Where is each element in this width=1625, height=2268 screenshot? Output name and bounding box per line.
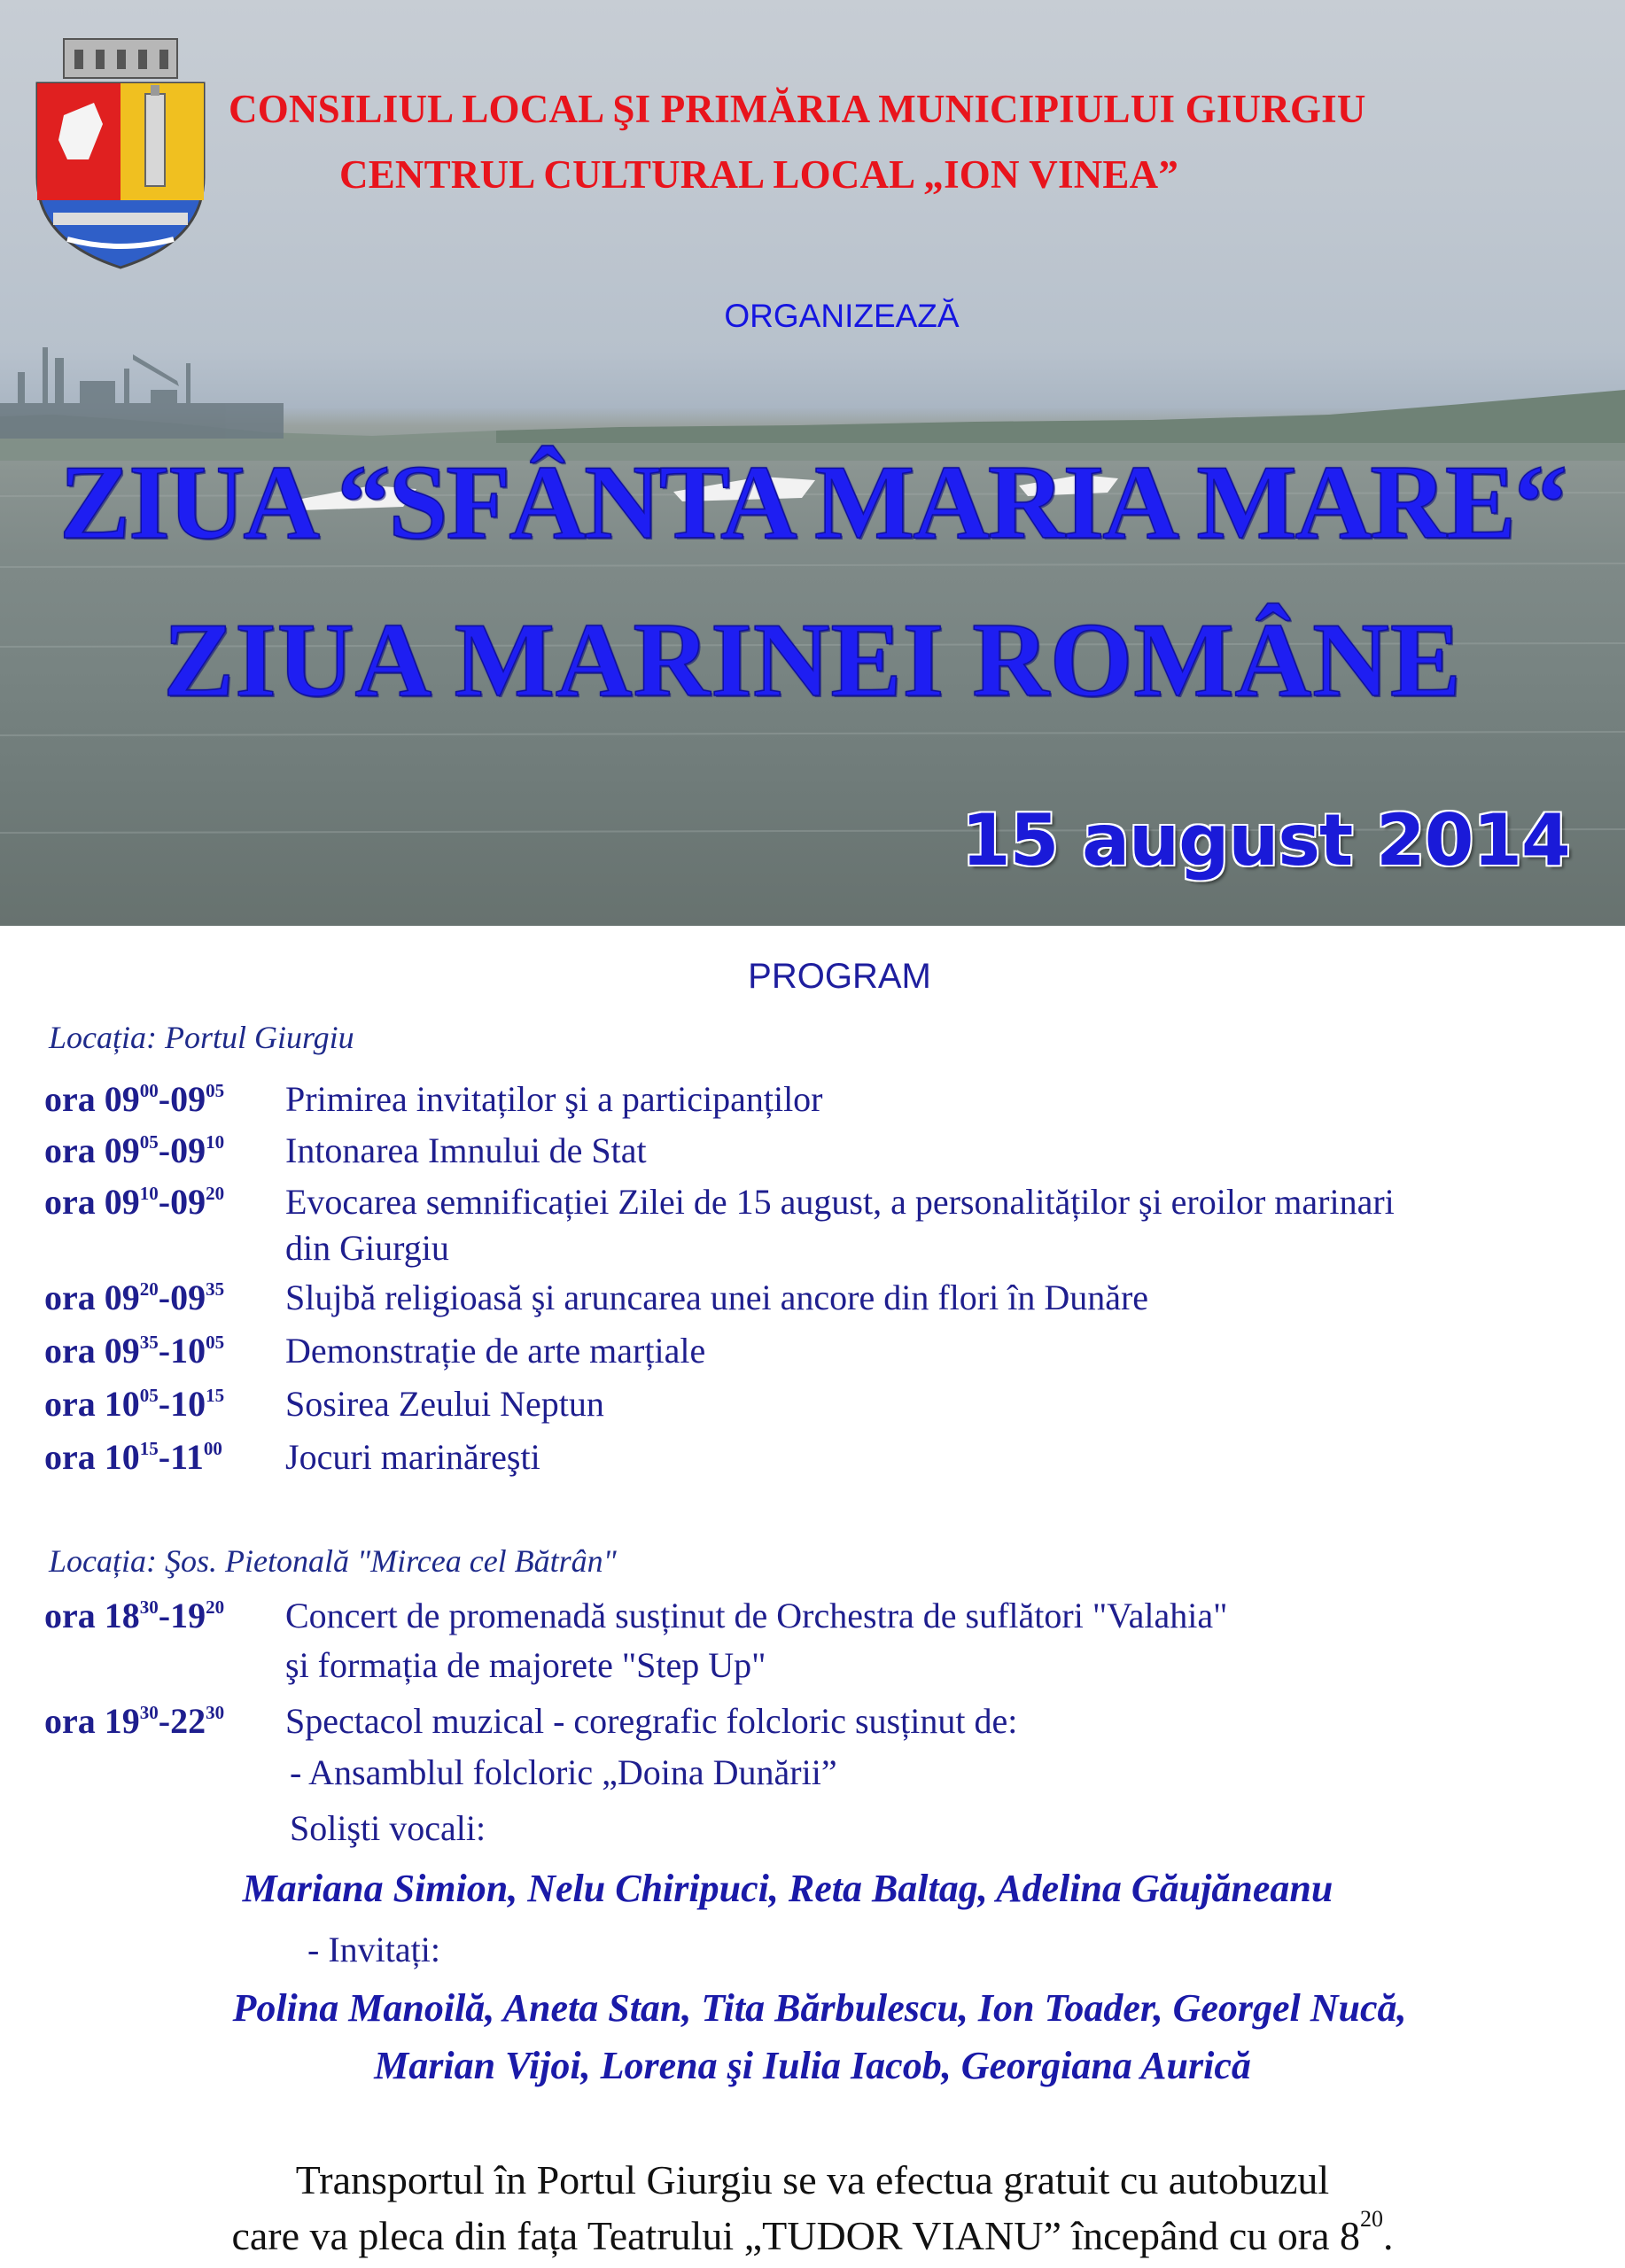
schedule-description: Jocuri marinăreşti bbox=[285, 1437, 540, 1477]
organizes-label: ORGANIZEAZĂ bbox=[724, 298, 960, 334]
ora-label: ora bbox=[44, 1384, 96, 1424]
end-minutes: 00 bbox=[203, 1438, 222, 1459]
end-hour: 22 bbox=[170, 1701, 206, 1741]
start-minutes: 10 bbox=[139, 1183, 159, 1204]
schedule-description-continued: din Giurgiu bbox=[285, 1228, 449, 1268]
start-hour: 09 bbox=[104, 1331, 140, 1371]
end-hour: 19 bbox=[170, 1596, 206, 1635]
soloists-names: Mariana Simion, Nelu Chiripuci, Reta Baltag, Adelina Găujăneanu bbox=[242, 1867, 1333, 1910]
start-minutes: 05 bbox=[139, 1131, 159, 1153]
transport-line2-text: care va pleca din fața Teatrului „TUDOR VIANU” începând cu ora 8 bbox=[231, 2213, 1361, 2258]
start-hour: 18 bbox=[104, 1596, 140, 1635]
start-hour: 10 bbox=[104, 1384, 140, 1424]
end-hour: 09 bbox=[170, 1079, 206, 1119]
start-hour: 09 bbox=[104, 1278, 140, 1317]
end-hour: 09 bbox=[170, 1130, 206, 1170]
location-port: Locația: Portul Giurgiu bbox=[49, 1020, 354, 1055]
start-hour: 09 bbox=[104, 1130, 140, 1170]
schedule-row bbox=[44, 1277, 1149, 1319]
schedule-time: ora $10^{05}-10^{15}$ bbox=[44, 1384, 225, 1424]
schedule-time: ora $18^{30}-19^{20}$ bbox=[44, 1596, 225, 1635]
schedule-description: Spectacol muzical - coregrafic folcloric susținut de: bbox=[285, 1701, 1018, 1741]
end-hour: 09 bbox=[170, 1278, 206, 1317]
photo-banner bbox=[0, 0, 1625, 926]
end-hour: 11 bbox=[170, 1437, 204, 1477]
header-organizers: CONSILIUL LOCAL ŞI PRIMĂRIA MUNICIPIULUI GIURGIU bbox=[229, 87, 1366, 131]
end-minutes: 20 bbox=[206, 1596, 225, 1618]
end-minutes: 15 bbox=[206, 1385, 225, 1406]
transport-time-minutes: 20 bbox=[1360, 2206, 1384, 2232]
location-promenade: Locația: Şos. Pietonală "Mircea cel Bătrân" bbox=[49, 1543, 617, 1579]
ora-label: ora bbox=[44, 1130, 96, 1170]
end-minutes: 20 bbox=[206, 1183, 225, 1204]
start-hour: 10 bbox=[104, 1437, 140, 1477]
ora-label: ora bbox=[44, 1079, 96, 1119]
ora-label: ora bbox=[44, 1331, 96, 1371]
program-heading: PROGRAM bbox=[748, 957, 931, 996]
start-minutes: 20 bbox=[139, 1278, 159, 1300]
ora-label: ora bbox=[44, 1701, 96, 1741]
soloists-label: Solişti vocali: bbox=[290, 1808, 486, 1848]
start-hour: 09 bbox=[104, 1079, 140, 1119]
schedule-time: ora $09^{35}-10^{05}$ bbox=[44, 1331, 225, 1371]
schedule-row bbox=[44, 1330, 706, 1372]
schedule-row bbox=[44, 1181, 1395, 1223]
guests-names-line1: Polina Manoilă, Aneta Stan, Tita Bărbulescu, Ion Toader, Georgel Nucă, bbox=[232, 1986, 1407, 2030]
schedule-description: Sosirea Zeului Neptun bbox=[285, 1384, 604, 1424]
event-date: 15 august 2014 bbox=[961, 799, 1570, 882]
guests-names-line2: Marian Vijoi, Lorena şi Iulia Iacob, Georgiana Aurică bbox=[374, 2044, 1251, 2087]
schedule-time: ora $09^{05}-09^{10}$ bbox=[44, 1130, 225, 1170]
schedule-row bbox=[44, 1383, 604, 1425]
transport-line1: Transportul în Portul Giurgiu se va efectua gratuit cu autobuzul bbox=[295, 2157, 1330, 2202]
schedule-time: ora $19^{30}-22^{30}$ bbox=[44, 1701, 225, 1741]
header-cultural-center: CENTRUL CULTURAL LOCAL „ION VINEA” bbox=[339, 152, 1179, 197]
schedule-row bbox=[44, 1078, 823, 1121]
end-minutes: 10 bbox=[206, 1131, 225, 1153]
schedule-time: ora $10^{15}-11^{00}$ bbox=[44, 1437, 222, 1477]
end-hour: 09 bbox=[170, 1182, 206, 1222]
start-minutes: 00 bbox=[139, 1080, 159, 1101]
schedule-description: Concert de promenadă susținut de Orchestra de suflători "Valahia" bbox=[285, 1596, 1228, 1635]
ora-label: ora bbox=[44, 1596, 96, 1635]
ensemble-line: - Ansamblul folcloric „Doina Dunării” bbox=[290, 1752, 837, 1792]
schedule-row bbox=[44, 1595, 1228, 1637]
schedule-row bbox=[44, 1700, 1018, 1743]
schedule-description: Demonstrație de arte marțiale bbox=[285, 1331, 706, 1371]
schedule-row bbox=[44, 1130, 647, 1172]
event-title-line2: ZIUA MARINEI ROMÂNE bbox=[163, 601, 1462, 718]
start-hour: 19 bbox=[104, 1701, 140, 1741]
transport-end-period: . bbox=[1383, 2213, 1394, 2258]
schedule-description: Primirea invitaților şi a participanților bbox=[285, 1079, 823, 1119]
guests-label: - Invitați: bbox=[307, 1930, 440, 1969]
end-minutes: 35 bbox=[206, 1278, 225, 1300]
end-minutes: 05 bbox=[206, 1080, 225, 1101]
transport-line2 bbox=[0, 2206, 1625, 2261]
schedule-time: ora $09^{20}-09^{35}$ bbox=[44, 1278, 225, 1317]
schedule-description: Evocarea semnificației Zilei de 15 august, a personalităților şi eroilor marinari bbox=[285, 1182, 1395, 1222]
event-title-line1: ZIUA “SFÂNTA MARIA MARE“ bbox=[59, 443, 1566, 561]
schedule-description: Slujbă religioasă şi aruncarea unei ancore din flori în Dunăre bbox=[285, 1278, 1149, 1317]
schedule-row bbox=[44, 1436, 540, 1479]
start-minutes: 30 bbox=[139, 1596, 159, 1618]
schedule-time: ora $09^{00}-09^{05}$ bbox=[44, 1079, 225, 1119]
schedule-time: ora $09^{10}-09^{20}$ bbox=[44, 1182, 225, 1222]
ora-label: ora bbox=[44, 1278, 96, 1317]
start-minutes: 35 bbox=[139, 1332, 159, 1353]
ora-label: ora bbox=[44, 1182, 96, 1222]
start-minutes: 15 bbox=[139, 1438, 159, 1459]
end-minutes: 05 bbox=[206, 1332, 225, 1353]
giurgiu-coat-of-arms bbox=[32, 35, 209, 275]
ora-label: ora bbox=[44, 1437, 96, 1477]
start-hour: 09 bbox=[104, 1182, 140, 1222]
end-hour: 10 bbox=[170, 1331, 206, 1371]
schedule-description-continued: şi formația de majorete "Step Up" bbox=[285, 1645, 766, 1685]
start-minutes: 05 bbox=[139, 1385, 159, 1406]
end-minutes: 30 bbox=[206, 1702, 225, 1723]
end-hour: 10 bbox=[170, 1384, 206, 1424]
schedule-description: Intonarea Imnului de Stat bbox=[285, 1130, 647, 1170]
start-minutes: 30 bbox=[139, 1702, 159, 1723]
